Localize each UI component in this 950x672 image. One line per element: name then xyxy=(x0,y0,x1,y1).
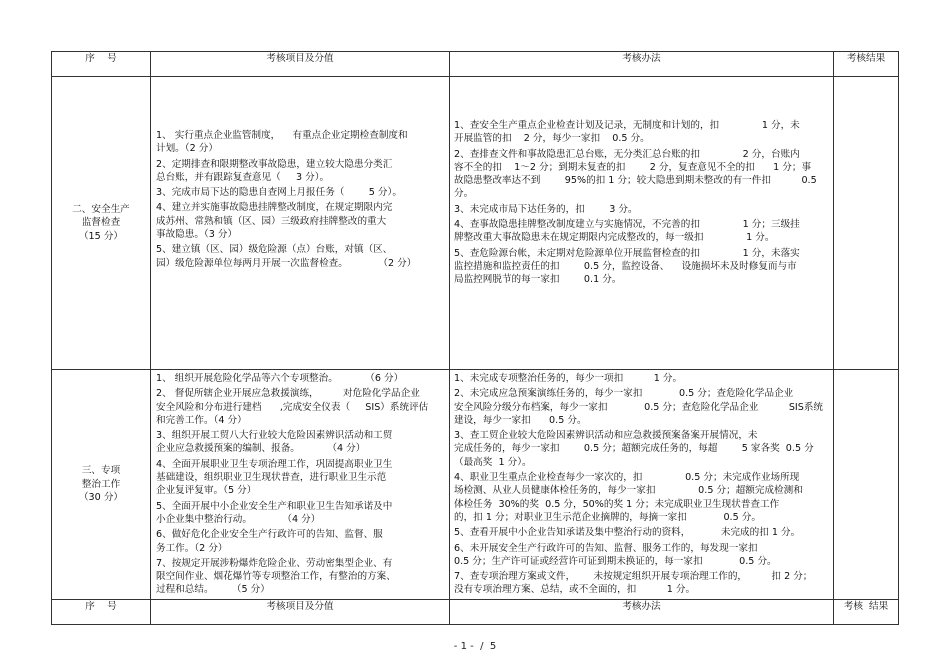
item-text: 3、组织开展工贸八大行业较大危险因素辨识活动和工贸 企业应急救援预案的编制、报备。 （4 分） xyxy=(156,430,393,455)
method-text: 4、查事故隐患挂牌整改制度建立与实施情况，不完善的扣 1 分；三级挂 牌整改重大事故隐患未在规定期限内完成整改的，每一级扣 1 分。 xyxy=(454,219,800,244)
item-text: 4、全面开展职业卫生专项治理工作，巩固提高职业卫生 基础建设，组织职业卫生现状普查，进行职业卫生示范 企业复评复审。（5 分） xyxy=(156,458,393,497)
repeat-header-result: 考核 结果 xyxy=(834,599,899,624)
method-text: 5、查看开展中小企业告知承诺及集中整治行动的资料， 未完成的扣 1 分。 xyxy=(454,527,801,539)
method-text: 7、查专项治理方案或文件， 未按规定组织开展专项治理工作的， 扣 2 分； 没有专项治理方案、总结，或不全面的，扣 1 分。 xyxy=(454,571,813,596)
header-result: 考核结果 xyxy=(834,52,899,77)
header-item: 考核项目及分值 xyxy=(151,52,450,77)
header-method: 考核办法 xyxy=(450,52,834,77)
repeat-header-item: 考核项目及分值 xyxy=(151,599,450,624)
item-text: 7、按规定开展涉粉爆炸危险企业、劳动密集型企业、有 限空间作业、烟花爆竹等专项整治工作，有整治的方案、 过程和总结。 （5 分） xyxy=(156,557,396,596)
row-items xyxy=(151,370,450,600)
item-text: 6、做好危化企业安全生产行政许可的告知、监督、服 务工作。（2 分） xyxy=(156,529,383,554)
method-text: 2、未完成应急预案演练任务的，每少一家扣 0.5 分；查危险化学品企业 安全风险分级分布档案，每少一家扣 0.5 分；查危险化学品企业 SIS系统 建设，每少一家扣 0.5 分。 xyxy=(454,388,824,426)
method-text: 6、未开展安全生产行政许可的告知、监督、服务工作的，每发现一家扣 0.5 分；生产许可证或经营许可证到期未换证的，每一家扣 0.5 分。 xyxy=(454,542,777,567)
row-methods xyxy=(450,77,834,370)
table-row xyxy=(52,77,899,370)
table-header-row xyxy=(52,52,899,77)
item-text: 1、 实行重点企业监管制度， 有重点企业定期检查制度和 计划。（2 分） xyxy=(156,130,408,155)
assessment-table xyxy=(51,51,899,625)
table-repeat-header-row xyxy=(52,599,899,624)
item-text: 5、建立镇（区、园）级危险源（点）台账，对镇（区、 园）级危险源单位每两月开展一次监督检查。 （2 分） xyxy=(156,244,417,269)
method-text: 3、查工贸企业较大危险因素辨识活动和应急救援预案备案开展情况，未 完成任务的，每少一家扣 0.5 分；超额完成任务的，每超 5 家各奖 0.5 分 （最高奖 1 分）。 xyxy=(454,430,814,468)
repeat-header-method: 考核办法 xyxy=(450,599,834,624)
item-text: 1、 组织开展危险化学品等六个专项整治。 （6 分） xyxy=(156,373,404,384)
method-text: 1、查安全生产重点企业检查计划及记录，无制度和计划的，扣 1 分，未 开展监管的扣 2 分，每少一家扣 0.5 分。 xyxy=(454,120,800,145)
method-text: 3、未完成市局下达任务的，扣 3 分。 xyxy=(454,203,638,215)
method-text: 4、职业卫生重点企业检查每少一家次的，扣 0.5 分；未完成作业场所现 场检测、从业人员健康体检任务的，每少一家扣 0.5 分；超额完成检测和 体检任务 30%的奖 0.5 分，50%的奖 1 分；未完成职业卫生现状普查工作 的，扣 1 分；对职业卫生示范企业摘牌的，每摘一家扣 0.5 分。 xyxy=(454,472,803,523)
row-seq: 二、安全生产 监督检查 （15 分） xyxy=(52,77,151,370)
row-result xyxy=(834,77,899,370)
row-seq: 三、专项 整治工作 （30 分） xyxy=(52,370,151,600)
repeat-header-seq: 序 号 xyxy=(52,599,151,624)
method-text: 1、未完成专项整治任务的，每少一项扣 1 分。 xyxy=(454,373,683,384)
item-text: 4、建立并实施事故隐患挂牌整改制度，在规定期限内完 成苏州、常熟和镇（区、园）三级政府挂牌整改的重大 事故隐患。（3 分） xyxy=(156,202,393,241)
page-number: - 1 - / 5 xyxy=(453,641,497,652)
header-seq: 序 号 xyxy=(52,52,151,77)
item-text: 3、完成市局下达的隐患自查网上月报任务（ 5 分）。 xyxy=(156,187,402,199)
item-text: 2、定期排查和限期整改事故隐患，建立较大隐患分类汇 总台账，并有跟踪复查意见（ 3 分）。 xyxy=(156,158,393,183)
method-text: 5、查危险源台帐，未定期对危险源单位开展监督检查的扣 1 分，未落实 监控措施和监控责任的扣 0.5 分，监控设备、 设施损坏未及时修复而与市 局监控网脱节的每一家扣 0.1 分。 xyxy=(454,247,800,286)
table-row xyxy=(52,370,899,600)
item-text: 2、 督促所辖企业开展应急救援演练， 对危险化学品企业 安全风险和分布进行建档 ,完成安全仪表（ SIS）系统评估 和完善工作。（4 分） xyxy=(156,388,429,426)
row-items xyxy=(151,77,450,370)
row-result xyxy=(834,370,899,600)
item-text: 5、全面开展中小企业安全生产和职业卫生告知承诺及中 小企业集中整治行动。 （4 分） xyxy=(156,500,393,525)
method-text: 2、查排查文件和事故隐患汇总台账，无分类汇总台账的扣 2 分，台账内 容不全的扣 1～2 分；到期未复查的扣 2 分，复查意见不全的扣 1 分；事 故隐患整改率达不到 95%的扣 1 分；较大隐患到期未整改的有一件扣 0.5 分。 xyxy=(454,148,817,200)
row-methods xyxy=(450,370,834,600)
